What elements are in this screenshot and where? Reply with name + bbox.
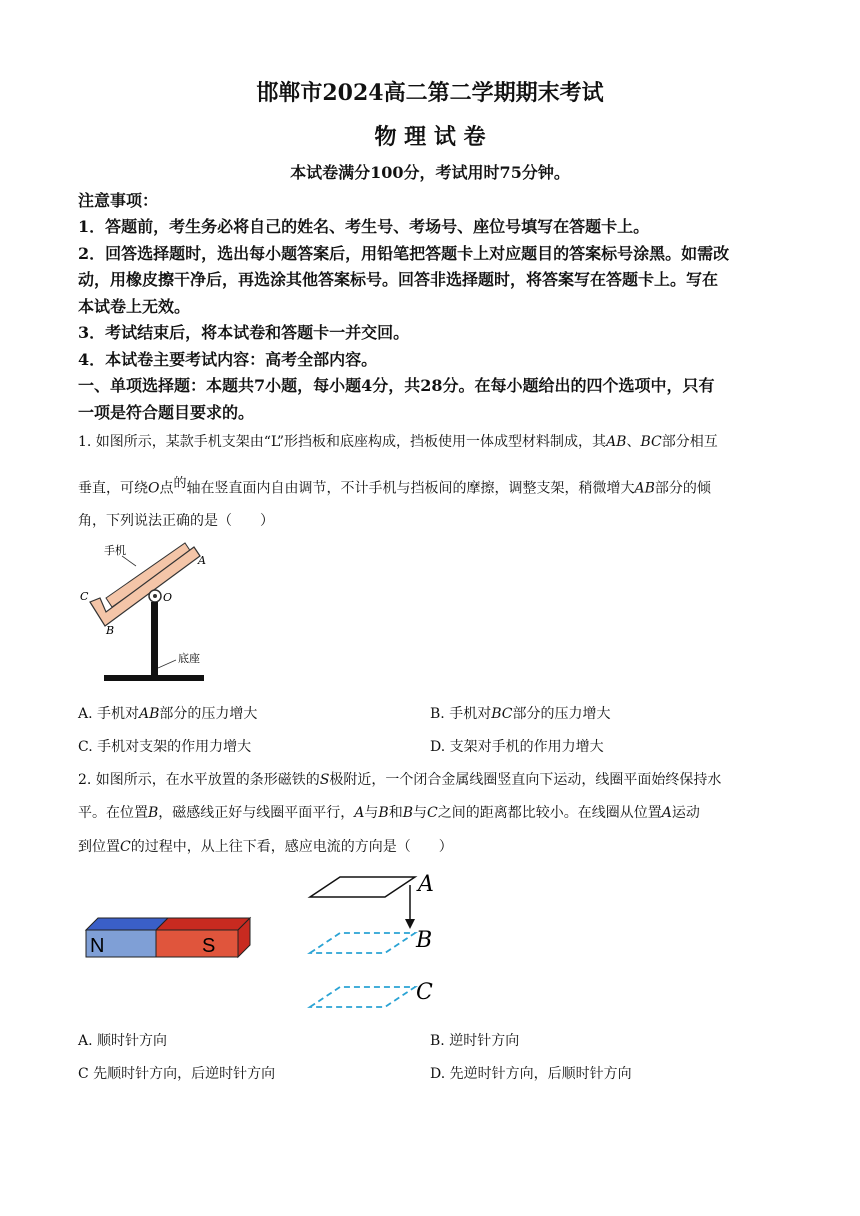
q1-figure-phone-stand: [70, 540, 250, 690]
note-2-line2: 动，用橡皮擦干净后，再选涂其他答案标号。回答非选择题时，将答案写在答题卡上。写在: [78, 270, 719, 289]
magnet-s-label: S: [202, 935, 216, 957]
l-plate: [90, 547, 200, 626]
coil-position-b: [310, 933, 415, 953]
exam-subtitle: 物 理 试 卷: [374, 124, 486, 150]
exam-info: 本试卷满分100分，考试用时75分钟。: [290, 163, 570, 182]
magnet-s-top: [156, 918, 250, 930]
section1-line2: 一项是符合题目要求的。: [78, 403, 255, 422]
q2-option-b[interactable]: B. 逆时针方向: [430, 1033, 520, 1049]
q2-figure-bar-magnet: [80, 910, 260, 970]
phone-label: 手机: [104, 544, 126, 557]
note-1: 1．答题前，考生务必将自己的姓名、考生号、考场号、座位号填写在答题卡上。: [78, 217, 650, 236]
q1-line3: 角，下列说法正确的是（ ）: [78, 513, 274, 529]
note-3: 3．考试结束后，将本试卷和答题卡一并交回。: [78, 323, 410, 342]
section1-line1: 一、单项选择题：本题共7小题，每小题4分，共28分。在每小题给出的四个选项中，只有: [78, 376, 715, 395]
q2-figure-coil-positions: [300, 865, 460, 1015]
q2-option-d[interactable]: D. 先逆时针方向，后顺时针方向: [430, 1066, 632, 1082]
coil-position-a: [310, 877, 415, 897]
q1-line1: 1. 如图所示，某款手机支架由“L”形挡板和底座构成，挡板使用一体成型材料制成，其AB、BC部分相互: [78, 434, 718, 450]
base-label: 底座: [178, 652, 200, 665]
magnet-s-front: [156, 930, 238, 957]
note-2-line1: 2．回答选择题时，选出每小题答案后，用铅笔把答题卡上对应题目的答案标号涂黑。如需改: [78, 244, 730, 263]
exam-title: 邯郸市2024高二第二学期期末考试: [256, 80, 604, 106]
q2-line3: 到位置C的过程中，从上往下看，感应电流的方向是（ ）: [78, 839, 453, 855]
q2-line2: 平。在位置B，磁感线正好与线圈平面平行，A与B和B与C之间的距离都比较小。在线圈从位置A运动: [78, 805, 700, 821]
label-A: A: [198, 554, 206, 567]
position-b-label: B: [416, 928, 433, 953]
q2-option-c[interactable]: C 先顺时针方向，后逆时针方向: [78, 1066, 276, 1082]
label-C: C: [80, 590, 89, 603]
q1-option-c[interactable]: C. 手机对支架的作用力增大: [78, 739, 252, 755]
magnet-n-label: N: [90, 935, 105, 957]
stand-base: [104, 675, 204, 681]
q2-line1: 2. 如图所示，在水平放置的条形磁铁的S极附近，一个闭合金属线圈竖直向下运动，线圈平面始终保持水: [78, 772, 722, 788]
stand-post: [151, 602, 158, 677]
label-O: O: [163, 591, 173, 604]
position-a-label: A: [418, 872, 434, 897]
notes-heading: 注意事项：: [78, 191, 159, 210]
q1-option-d[interactable]: D. 支架对手机的作用力增大: [430, 739, 604, 755]
q1-line2: 垂直，可绕O点$^的$轴在竖直面内自由调节，不计手机与挡板间的摩擦，调整支架，稍微增大AB部分的倾: [78, 476, 711, 497]
q2-option-a[interactable]: A. 顺时针方向: [78, 1033, 168, 1049]
note-4: 4．本试卷主要考试内容：高考全部内容。: [78, 350, 378, 369]
q1-option-a[interactable]: A. 手机对AB部分的压力增大: [78, 706, 258, 722]
position-c-label: C: [416, 980, 433, 1005]
note-2-line3: 本试卷上无效。: [78, 297, 191, 316]
label-B: B: [106, 624, 115, 637]
magnet-n-top: [86, 918, 168, 930]
q1-option-b[interactable]: B. 手机对BC部分的压力增大: [430, 706, 611, 722]
coil-position-c: [310, 987, 415, 1007]
